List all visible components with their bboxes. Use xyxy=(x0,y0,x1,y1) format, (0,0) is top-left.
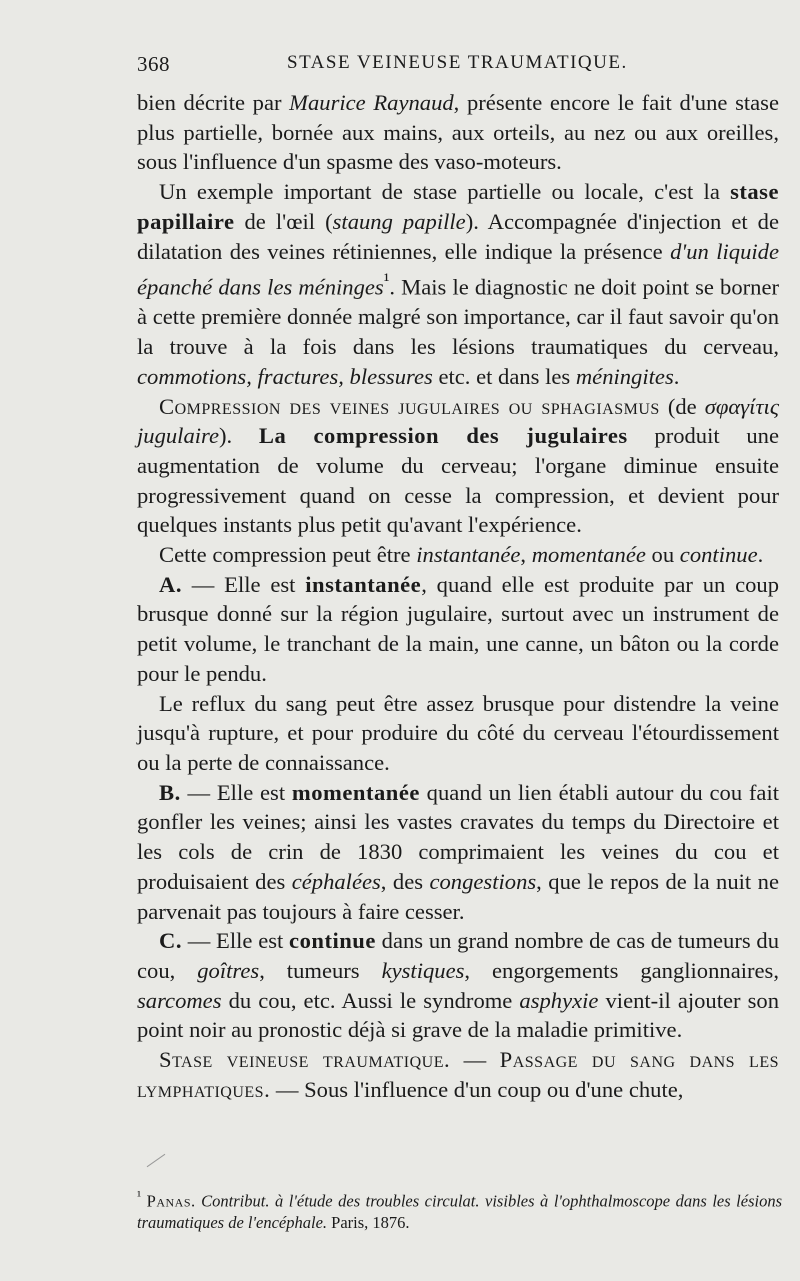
text: produit une augmentation de volume du cerveau; l'organe diminue ensuite progressivement quand on cesse la compression, et devient pour quelques instants plus petit qu'avant l'expérience. xyxy=(137,423,780,538)
term: commotions, fractures, blessures xyxy=(137,363,433,389)
footnote-mark: ¹ xyxy=(137,1188,142,1203)
footnote xyxy=(137,1185,782,1233)
text: , des xyxy=(380,868,430,894)
term: σφαγίτις jugulaire xyxy=(137,393,779,449)
page-header xyxy=(137,52,770,82)
text: , engorgements ganglionnaires, xyxy=(464,957,779,983)
text: . xyxy=(757,542,764,568)
text: , que le repos de la nuit ne parvenait pas toujours à faire cesser. xyxy=(137,868,779,924)
text: Cette compression peut être xyxy=(159,542,417,568)
term: instantanée xyxy=(305,571,422,597)
footnote-author: Panas. xyxy=(146,1191,196,1211)
term: La compression des jugulaires xyxy=(258,423,628,449)
text: . Mais le diagnostic ne doit point se borner à cette première donnée malgré son importance, car il faut savoir qu'on la trouve à la fois dans les lésions traumatiques du cerveau, xyxy=(137,274,779,360)
text: quand un lien établi autour du cou fait gonfler les veines; ainsi les vastes cravates du temps du Directoire et les cols de crin de 1830 comprimaient les veines du cou et produisaient des xyxy=(137,779,780,894)
text: Un exemple important de stase partielle ou locale, c'est la xyxy=(159,179,731,205)
author-name: Maurice Raynaud xyxy=(289,90,454,115)
text: — xyxy=(450,1047,500,1073)
term: momentanée xyxy=(531,542,646,568)
paragraph-raynaud xyxy=(137,88,779,177)
paragraph-stase-traumatique xyxy=(137,1045,779,1104)
term: céphalées xyxy=(291,868,381,894)
term: instantanée xyxy=(416,542,521,568)
section-heading: Passage du sang dans les lymphatiques. xyxy=(137,1047,779,1102)
text: , tumeurs xyxy=(259,957,382,983)
item-letter: C. xyxy=(159,928,182,954)
text: vient-il ajouter son point noir au pronostic déjà si grave de la maladie primitive. xyxy=(137,987,779,1043)
term: kystiques xyxy=(381,957,465,983)
footnote-ref: ¹ xyxy=(383,270,390,292)
footnote-title: Contribut. à l'étude des troubles circulat. visibles à l'ophthalmoscope dans les lésions traumatiques de l'encéphale. xyxy=(137,1191,783,1232)
text: . xyxy=(673,363,680,389)
term: sarcomes xyxy=(137,987,222,1013)
item-letter: A. xyxy=(159,571,182,597)
text: ). xyxy=(219,423,259,449)
term: staung papille xyxy=(332,208,466,234)
text: , quand elle est produite par un coup brusque donné sur la région jugulaire, surtout avec un instrument de petit volume, le tranchant de la main, une canne, un bâton ou la corde pour le pendu. xyxy=(137,571,779,686)
text: , présente encore le fait d'une stase plus partielle, bornée aux mains, aux orteils, au nez ou aux oreilles, sous l'influence d'un spasme des vaso-moteurs. xyxy=(137,90,779,175)
footnote-separator xyxy=(147,1154,166,1167)
paragraph-a xyxy=(137,570,779,689)
paragraph-stase-papillaire xyxy=(137,177,779,391)
text: ). Accompagnée d'injection et de dilatation des veines rétiniennes, elle indique la présence xyxy=(137,208,779,264)
text: — Elle est xyxy=(181,928,290,954)
page-number: 368 xyxy=(137,52,170,76)
running-title: STASE VEINEUSE TRAUMATIQUE. xyxy=(287,52,628,73)
term: momentanée xyxy=(291,779,420,805)
paragraph-c xyxy=(137,926,779,1045)
text: Le reflux du sang peut être assez brusque pour distendre la veine jusqu'à rupture, et pour produire du côté du cerveau l'étourdissement ou la perte de connaissance. xyxy=(137,690,779,775)
term: stase papillaire xyxy=(137,179,779,234)
term: asphyxie xyxy=(519,987,599,1013)
text: ou xyxy=(645,542,680,568)
item-letter: B. xyxy=(159,779,181,805)
section-heading: Stase veineuse traumatique. xyxy=(159,1047,451,1073)
text: du cou, etc. Aussi le syndrome xyxy=(221,987,520,1013)
section-heading: Compression des veines jugulaires ou sphagiasmus xyxy=(159,393,660,419)
term: continue xyxy=(289,928,376,954)
text: de l'œil ( xyxy=(234,208,333,234)
term: méningites xyxy=(575,363,674,389)
paragraph-compression xyxy=(137,392,779,541)
paragraph-reflux xyxy=(137,689,779,778)
term: d'un liquide épanché dans les méninges xyxy=(137,238,779,300)
page-body xyxy=(137,88,779,1104)
text: — Elle est xyxy=(180,779,292,805)
text: — Sous l'influence d'un coup ou d'une chute, xyxy=(270,1076,684,1102)
text: dans un grand nombre de cas de tumeurs du cou, xyxy=(137,928,780,983)
text: etc. et dans les xyxy=(432,363,576,389)
term: goîtres xyxy=(197,957,260,983)
text: bien décrite par xyxy=(137,90,290,115)
text: — Elle est xyxy=(181,571,306,597)
term: congestions xyxy=(429,868,537,894)
text: , xyxy=(520,542,532,568)
footnote-imprint: Paris, 1876. xyxy=(331,1212,410,1232)
paragraph-b xyxy=(137,778,779,927)
paragraph-types xyxy=(137,540,779,570)
term: continue xyxy=(679,542,758,568)
text: (de xyxy=(659,393,705,419)
